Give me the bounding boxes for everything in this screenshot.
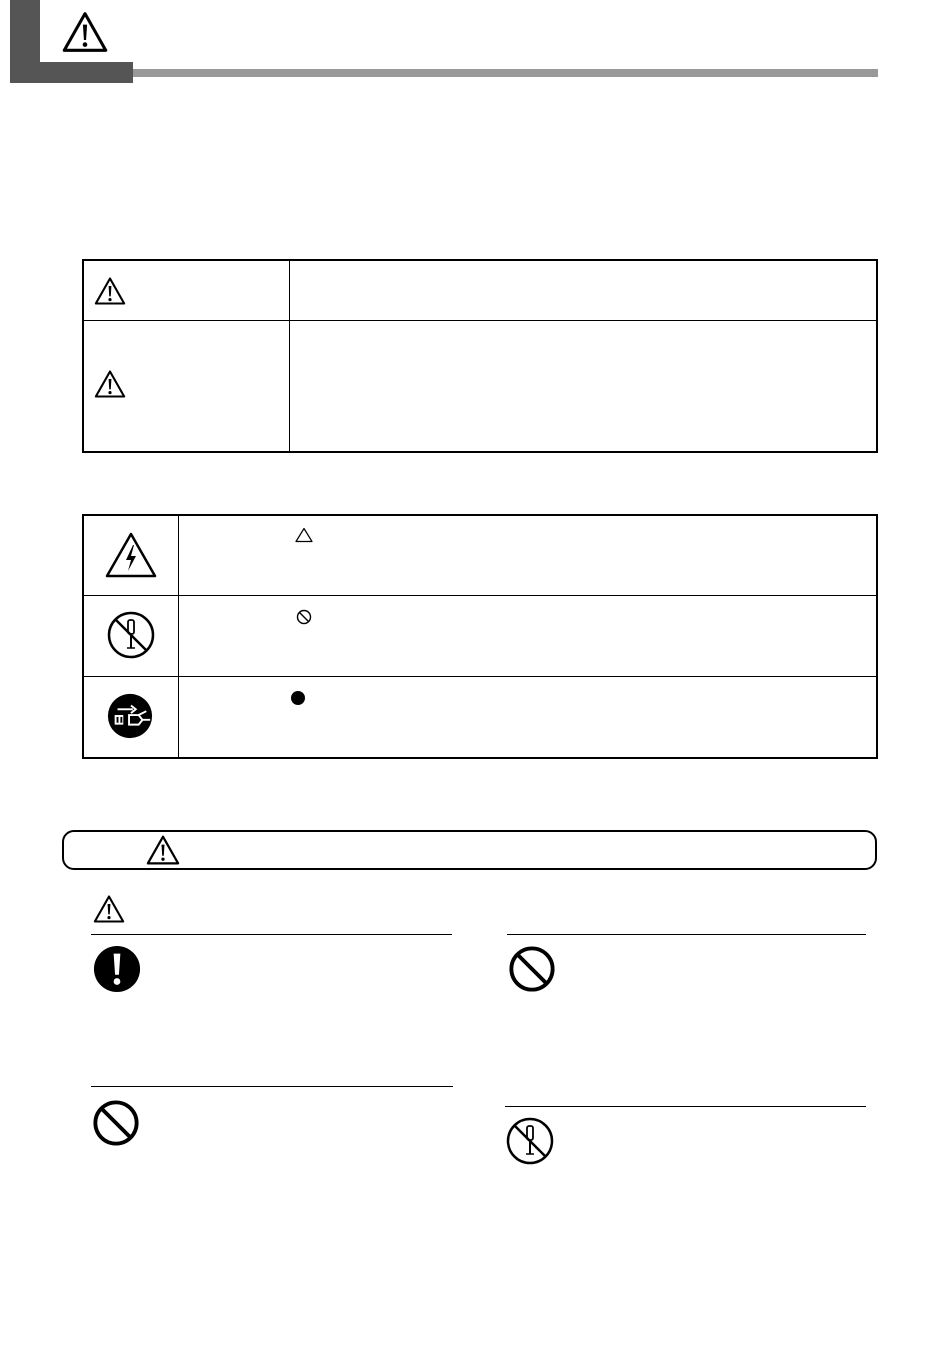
warning-triangle-icon [92,894,126,924]
header-rule [133,69,878,77]
symbol-table [82,514,878,759]
table-divider [178,516,179,757]
mandatory-exclamation-icon [93,945,141,993]
unplug-icon [106,692,154,740]
section-rule [505,1106,866,1107]
electric-shock-warning-icon [105,531,157,579]
section-banner [62,830,877,870]
small-prohibited-icon [296,609,312,625]
warning-triangle-icon [60,10,110,54]
warning-triangle-icon [93,276,127,306]
section-rule [507,934,866,935]
no-disassembly-icon [106,610,156,660]
small-filled-circle-icon [290,690,306,706]
table-divider [84,320,876,321]
table-divider [84,676,876,677]
prohibited-icon [508,945,556,993]
section-rule [91,1086,453,1087]
no-disassembly-icon [505,1116,555,1166]
warning-triangle-icon [93,369,127,399]
warning-triangle-icon [145,834,181,866]
section-rule [91,934,452,935]
small-triangle-icon [295,527,313,543]
table-divider [289,261,290,451]
signal-word-table [82,259,878,453]
prohibited-icon [92,1099,140,1147]
table-divider [84,595,876,596]
